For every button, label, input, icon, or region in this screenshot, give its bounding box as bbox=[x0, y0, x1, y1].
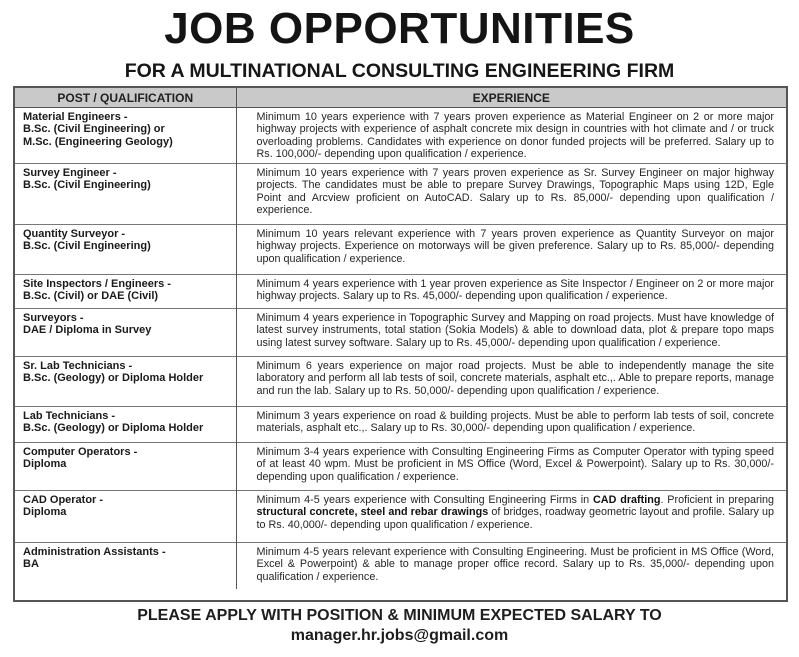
experience-cell: Minimum 3 years experience on road & building projects. Must be able to perform lab tests of soil, concrete materials, asphalt etc.,. Salary up to Rs. 30,000/- depending upon qualification / experience. bbox=[236, 407, 786, 443]
post-qualification: B.Sc. (Civil Engineering) bbox=[23, 240, 151, 253]
table-row bbox=[15, 164, 786, 225]
experience-cell: Minimum 10 years relevant experience with 7 years proven experience as Quantity Surveyor on major highway projects. Experience on motorways will be given preference. Salary up to Rs. 85,000/- depending upon qualification / experience. bbox=[236, 225, 786, 275]
table-row bbox=[15, 407, 786, 443]
post-cell bbox=[15, 407, 236, 443]
post-cell bbox=[15, 543, 236, 589]
table-row bbox=[15, 309, 786, 357]
post-title: Sr. Lab Technicians - bbox=[23, 360, 133, 372]
post-qualification: B.Sc. (Civil Engineering) or bbox=[23, 123, 165, 136]
post-qualification: B.Sc. (Geology) or Diploma Holder bbox=[23, 372, 204, 385]
post-title: CAD Operator - bbox=[23, 494, 104, 506]
post-cell bbox=[15, 443, 236, 491]
experience-cell: Minimum 4 years experience in Topographic Survey and Mapping on road projects. Must have knowledge of latest survey instruments, total station (Sokia Models) & able to download data, plot & prepare topo maps using latest survey software. Salary up to Rs. 45,000/- depending upon qualification / experience. bbox=[236, 309, 786, 357]
table-row bbox=[15, 543, 786, 589]
experience-cell: Minimum 6 years experience on major road projects. Must be able to independently manage the site laboratory and perform all lab tests of soil, concrete materials, asphalt etc.,. Able to prepare reports, manage and run the lab. Salary up to Rs. 50,000/- depending upon qualification / experience. bbox=[236, 357, 786, 407]
post-cell bbox=[15, 309, 236, 357]
experience-cell: Minimum 3-4 years experience with Consulting Engineering Firms as Computer Operator with typing speed of at least 40 wpm. Must be proficient in MS Office (Word, Excel & Powerpoint). Salary up to Rs. 30,000/- depending upon qualification / experience. bbox=[236, 443, 786, 491]
experience-text: . Proficient in preparing bbox=[660, 494, 775, 506]
post-title: Surveyors - bbox=[23, 312, 84, 324]
post-title: Material Engineers - bbox=[23, 111, 128, 123]
post-cell bbox=[15, 164, 236, 225]
post-title: Quantity Surveyor - bbox=[23, 228, 126, 240]
post-qualification: B.Sc. (Civil Engineering) bbox=[23, 179, 151, 192]
post-cell bbox=[15, 275, 236, 309]
jobs-table bbox=[13, 86, 788, 602]
post-qualification: M.Sc. (Engineering Geology) bbox=[23, 135, 173, 148]
post-qualification: B.Sc. (Geology) or Diploma Holder bbox=[23, 422, 204, 435]
column-header-post: POST / QUALIFICATION bbox=[15, 88, 236, 108]
column-header-experience: EXPERIENCE bbox=[236, 88, 786, 108]
table-row bbox=[15, 225, 786, 275]
post-qualification: BA bbox=[23, 558, 39, 571]
page-title: JOB OPPORTUNITIES bbox=[164, 4, 635, 53]
contact-email: manager.hr.jobs@gmail.com bbox=[290, 627, 509, 644]
table-row bbox=[15, 108, 786, 164]
apply-instruction: PLEASE APPLY WITH POSITION & MINIMUM EXPECTED SALARY TO bbox=[137, 607, 662, 624]
post-cell bbox=[15, 491, 236, 543]
table-header-row bbox=[15, 88, 786, 108]
experience-text: of bridges, roadway geometric layout and profile. Salary up to Rs. 40,000/- depending upon qualification / experience. bbox=[256, 506, 774, 531]
post-title: Site Inspectors / Engineers - bbox=[23, 278, 171, 290]
table-row bbox=[15, 491, 786, 543]
experience-cell bbox=[236, 491, 786, 543]
page-subtitle: FOR A MULTINATIONAL CONSULTING ENGINEERING FIRM bbox=[124, 60, 675, 82]
post-qualification: DAE / Diploma in Survey bbox=[23, 324, 152, 337]
table-row bbox=[15, 443, 786, 491]
post-qualification: B.Sc. (Civil) or DAE (Civil) bbox=[23, 290, 159, 303]
experience-cell: Minimum 4-5 years relevant experience with Consulting Engineering. Must be proficient in MS Office (Word, Excel & Powerpoint) & able to manage proper office record. Salary up to Rs. 35,000/- depending upon qualification / experience. bbox=[236, 543, 786, 589]
post-cell bbox=[15, 225, 236, 275]
post-title: Survey Engineer - bbox=[23, 167, 117, 179]
post-cell bbox=[15, 108, 236, 164]
post-title: Computer Operators - bbox=[23, 446, 138, 458]
experience-text: Minimum 4-5 years experience with Consulting Engineering Firms in bbox=[256, 494, 593, 506]
post-title: Administration Assistants - bbox=[23, 546, 166, 558]
experience-highlight: CAD drafting bbox=[593, 494, 661, 506]
experience-cell: Minimum 10 years experience with 7 years proven experience as Sr. Survey Engineer on major highway projects. The candidates must be able to prepare Survey Drawings, Topographic Maps using 12D, Egle Point and Arcview proficient on AutoCAD. Salary up to Rs. 85,000/- depending upon qualification / experience. bbox=[236, 164, 786, 225]
experience-highlight: structural concrete, steel and rebar drawings bbox=[256, 506, 489, 519]
table-row bbox=[15, 275, 786, 309]
post-cell bbox=[15, 357, 236, 407]
table-row bbox=[15, 357, 786, 407]
experience-cell: Minimum 10 years experience with 7 years proven experience as Material Engineer on 2 or more major highway projects with experience of asphalt concrete mix design in countries with hot climate and / or truck overloading problems. Candidates with experience on donor funded projects will be preferred. Salary up to Rs. 100,000/- depending upon qualification / experience. bbox=[236, 108, 786, 164]
post-title: Lab Technicians - bbox=[23, 410, 116, 422]
experience-cell: Minimum 4 years experience with 1 year proven experience as Site Inspector / Engineer on 2 or more major highway projects. Salary up to Rs. 45,000/- depending upon qualification / experience. bbox=[236, 275, 786, 309]
post-qualification: Diploma bbox=[23, 458, 67, 471]
post-qualification: Diploma bbox=[23, 506, 67, 519]
